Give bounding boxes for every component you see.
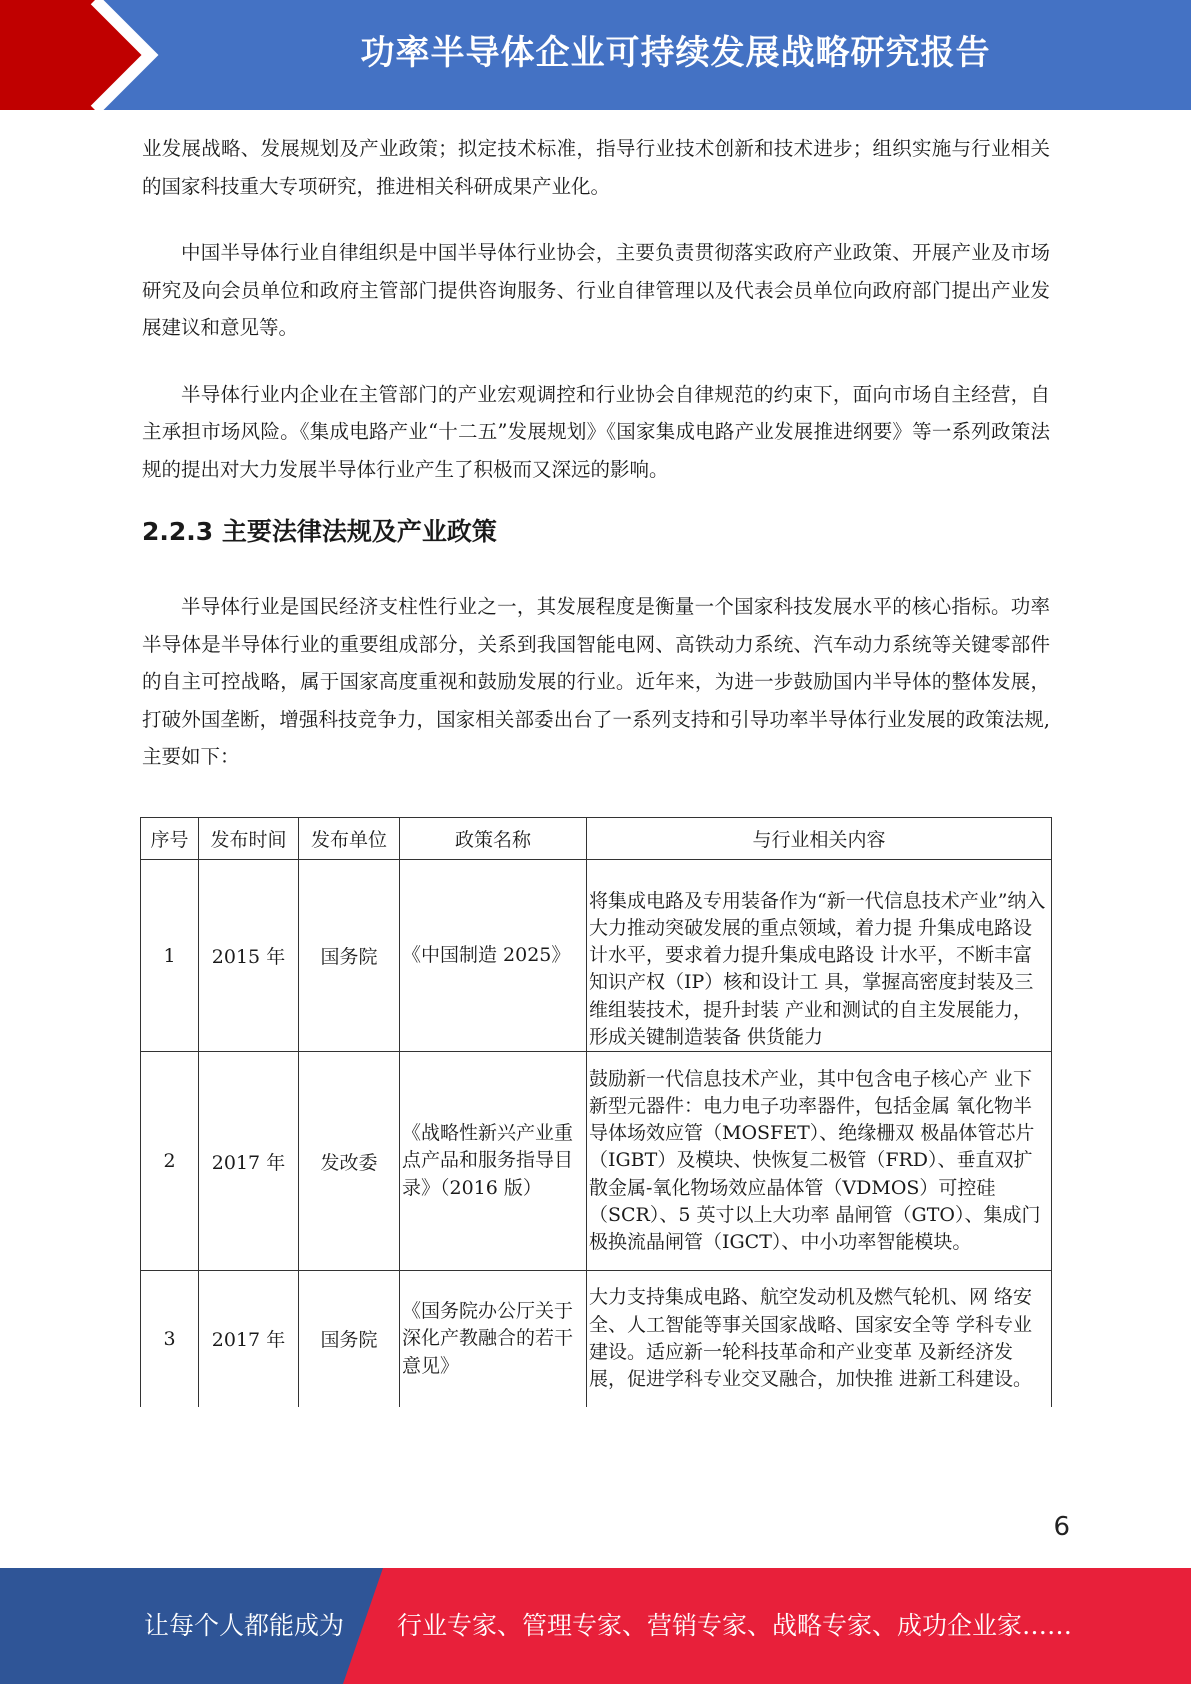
row-content: 将集成电路及专用装备作为“新一代信息技术产业”纳入大力推动突破发展的重点领域，着力提 升集成电路设计水平，要求着力提升集成电路设 计水平，不断丰富知识产权（IP）核和设计工 具，掌握高密度封装及三维组装技术，提升封装 产业和测试的自主发展能力，形成关键制造装备 供货能力	[587, 860, 1052, 1052]
header-no: 序号	[141, 818, 199, 860]
policy-table	[140, 817, 1052, 1407]
header-content: 与行业相关内容	[587, 818, 1052, 860]
row-unit: 发改委	[299, 1052, 400, 1271]
paragraph-4: 半导体行业是国民经济支柱性行业之一，其发展程度是衡量一个国家科技发展水平的核心指标。功率半导体是半导体行业的重要组成部分，关系到我国智能电网、高铁动力系统、汽车动力系统等关键零部件的自主可控战略，属于国家高度重视和鼓励发展的行业。近年来，为进一步鼓励国内半导体的整体发展，打破外国垄断，增强科技竞争力，国家相关部委出台了一系列支持和引导功率半导体行业发展的政策法规,主要如下：	[142, 595, 1050, 768]
header-name: 政策名称	[400, 818, 587, 860]
paragraph-2: 中国半导体行业自律组织是中国半导体行业协会，主要负责贯彻落实政府产业政策、开展产业及市场研究及向会员单位和政府主管部门提供咨询服务、行业自律管理以及代表会员单位向政府部门提出产业发展建议和意见等。	[142, 241, 1050, 339]
table-row	[141, 1271, 1052, 1407]
header-unit: 发布单位	[299, 818, 400, 860]
report-title: 功率半导体企业可持续发展战略研究报告	[360, 33, 991, 73]
table-header-row	[141, 818, 1052, 860]
footer-slogan-left: 让每个人都能成为	[144, 1611, 345, 1640]
page-number: 6	[1053, 1512, 1070, 1542]
footer-slogan-right: 行业专家、管理专家、营销专家、战略专家、成功企业家……	[397, 1611, 1073, 1640]
header-date: 发布时间	[199, 818, 299, 860]
row-policy-name: 《国务院办公厅关于深化产教融合的若干意见》	[400, 1271, 587, 1407]
row-no: 2	[141, 1052, 199, 1271]
table-row	[141, 1052, 1052, 1271]
row-date: 2017 年	[199, 1052, 299, 1271]
row-content: 大力支持集成电路、航空发动机及燃气轮机、网 络安全、人工智能等事关国家战略、国家安全等 学科专业建设。适应新一轮科技革命和产业变革 及新经济发展，促进学科专业交叉融合，加快推 进新工科建设。	[587, 1271, 1052, 1407]
row-date: 2017 年	[199, 1271, 299, 1407]
paragraph-1: 业发展战略、发展规划及产业政策；拟定技术标准，指导行业技术创新和技术进步；组织实施与行业相关的国家科技重大专项研究，推进相关科研成果产业化。	[142, 137, 1050, 198]
row-content: 鼓励新一代信息技术产业，其中包含电子核心产 业下新型元器件：电力电子功率器件，包括金属 氧化物半导体场效应管（MOSFET）、绝缘栅双 极晶体管芯片（IGBT）及模块、快恢复二极管（FRD）、垂直双扩散金属-氧化物场效应晶体管（VDMOS）可控硅（SCR）、5 英寸以上大功率 晶闸管（GTO）、集成门极换流晶闸管（IGCT）、中小功率智能模块。	[587, 1052, 1052, 1271]
row-policy-name: 《中国制造 2025》	[400, 860, 587, 1052]
paragraph-3: 半导体行业内企业在主管部门的产业宏观调控和行业协会自律规范的约束下，面向市场自主经营，自主承担市场风险。《集成电路产业“十二五”发展规划》《国家集成电路产业发展推进纲要》等一系列政策法规的提出对大力发展半导体行业产生了积极而又深远的影响。	[142, 382, 1050, 481]
row-no: 3	[141, 1271, 199, 1407]
row-unit: 国务院	[299, 1271, 400, 1407]
row-unit: 国务院	[299, 860, 400, 1052]
row-date: 2015 年	[199, 860, 299, 1052]
table-row	[141, 860, 1052, 1052]
page-header	[0, 0, 1191, 110]
row-no: 1	[141, 860, 199, 1052]
page-content	[142, 130, 1050, 776]
row-policy-name: 《战略性新兴产业重点产品和服务指导目录》（2016 版）	[400, 1052, 587, 1271]
page-footer	[0, 1568, 1191, 1684]
section-heading: 2.2.3 主要法律法规及产业政策	[142, 517, 497, 546]
